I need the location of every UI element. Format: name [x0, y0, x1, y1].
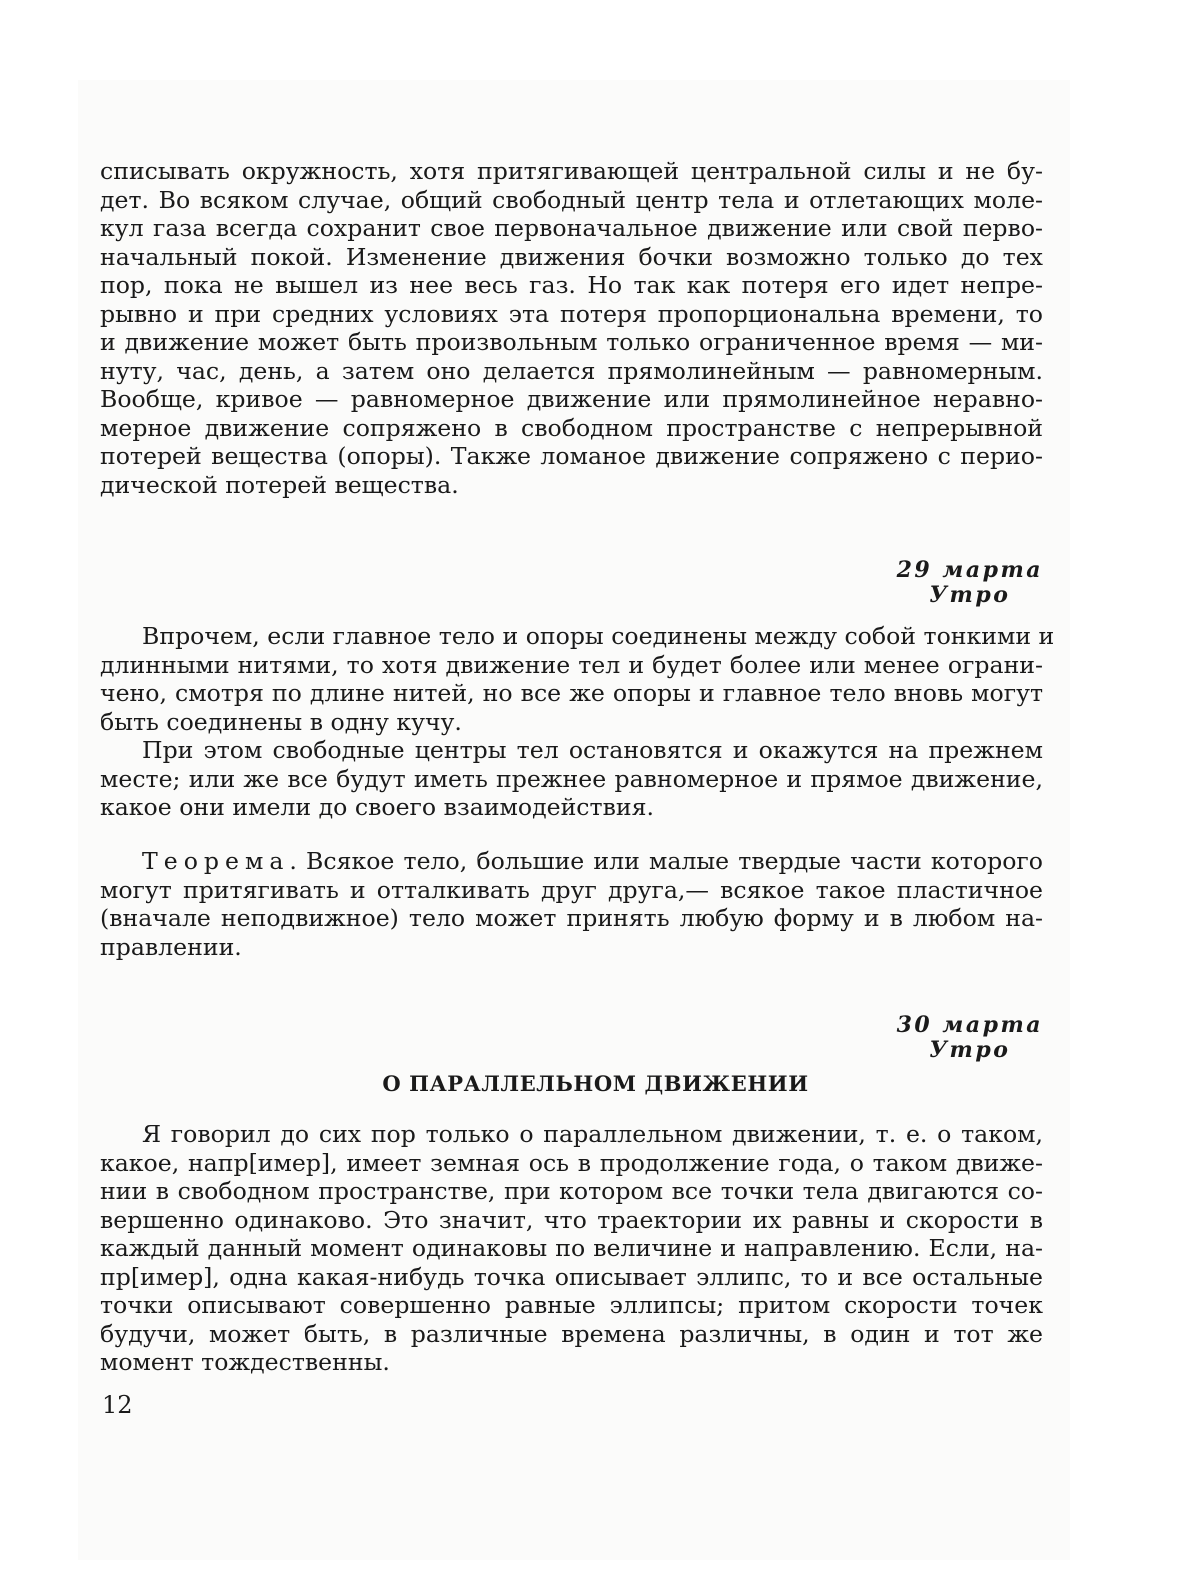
text-line: точки описывают совершенно равные эллипсы; притом скорости точек [100, 1291, 1043, 1319]
text-line [100, 847, 1043, 876]
date-time: Утро [929, 1037, 1011, 1063]
text-line: длинными нитями, то хотя движение тел и будет более или менее ограни- [100, 650, 1043, 679]
text-line: Вообще, кривое — равномерное движение или прямолинейное неравно- [100, 385, 1043, 413]
theorem-label: Теорема [142, 847, 290, 875]
text-line: нии в свободном пространстве, при котором все точки тела двигаются со- [100, 1177, 1043, 1205]
text-line: правлении. [100, 932, 242, 961]
text-line: рывно и при средних условиях эта потеря пропорциональна времени, то [100, 299, 1043, 328]
text-line: вершенно одинаково. Это значит, что траектории их равны и скорости в [100, 1205, 1043, 1234]
date-time: Утро [929, 582, 1011, 608]
paragraph-3 [100, 736, 1043, 822]
page-number: 12 [102, 1391, 133, 1419]
date-day: 29 марта [896, 557, 1043, 583]
text-line: дической потерей вещества. [100, 470, 459, 499]
text-line: быть соединены в одну кучу. [100, 707, 462, 736]
paragraph-5 [100, 1120, 1043, 1377]
paragraph-1 [100, 157, 1043, 499]
text-line: будучи, может быть, в различные времена различны, в один и тот же [100, 1319, 1043, 1348]
date-entry-2 [897, 1013, 1043, 1063]
text-line: Впрочем, если главное тело и опоры соединены между собой тонкими и [142, 622, 1055, 650]
text-line: пор, пока не вышел из нее весь газ. Но так как потеря его идет непре- [100, 271, 1043, 299]
text-line: списывать окружность, хотя притягивающей центральной силы и не бу- [100, 157, 1043, 185]
date-day: 30 марта [896, 1012, 1043, 1038]
text-line: чено, смотря по длине нитей, но все же опоры и главное тело вновь могут [100, 679, 1043, 707]
section-heading: О ПАРАЛЛЕЛЬНОМ ДВИЖЕНИИ [382, 1071, 809, 1096]
text-line: Я говорил до сих пор только о параллельном движении, т. е. о таком, [142, 1120, 1043, 1148]
theorem-text: . Всякое тело, большие или малые твердые части которого [289, 847, 1043, 875]
text-line: момент тождественны. [100, 1348, 390, 1376]
paragraph-2 [100, 622, 1055, 736]
text-line: нуту, час, день, а затем оно делается прямолинейным — равномерным. [100, 356, 1043, 385]
text-line: кул газа всегда сохранит свое первоначальное движение или свой перво- [100, 214, 1043, 242]
text-line: какое, напр[имер], имеет земная ось в продолжение года, о таком движе- [100, 1148, 1043, 1177]
text-line: и движение может быть произвольным только ограниченное время — ми- [100, 328, 1043, 356]
text-line: При этом свободные центры тел остановятся и окажутся на прежнем [142, 736, 1043, 764]
text-line: могут притягивать и отталкивать друг друга,— всякое такое пластичное [100, 875, 1043, 904]
text-line: потерей вещества (опоры). Также ломаное движение сопряжено с перио- [100, 442, 1043, 470]
text-line: дет. Во всяком случае, общий свободный центр тела и отлетающих моле- [100, 185, 1043, 214]
theorem-paragraph [100, 847, 1043, 961]
text-line: (вначале неподвижное) тело может принять любую форму и в любом на- [100, 904, 1043, 932]
text-line: месте; или же все будут иметь прежнее равномерное и прямое движение, [100, 764, 1043, 793]
text-line: мерное движение сопряжено в свободном пространстве с непрерывной [100, 413, 1043, 442]
text-line: какое они имели до своего взаимодействия. [100, 793, 654, 821]
text-line: пр[имер], одна какая-нибудь точка описывает эллипс, то и все остальные [100, 1262, 1043, 1291]
text-line: каждый данный момент одинаковы по величине и направлению. Если, на- [100, 1234, 1043, 1262]
text-line: начальный покой. Изменение движения бочки возможно только до тех [100, 242, 1043, 271]
date-entry-1 [897, 558, 1043, 608]
